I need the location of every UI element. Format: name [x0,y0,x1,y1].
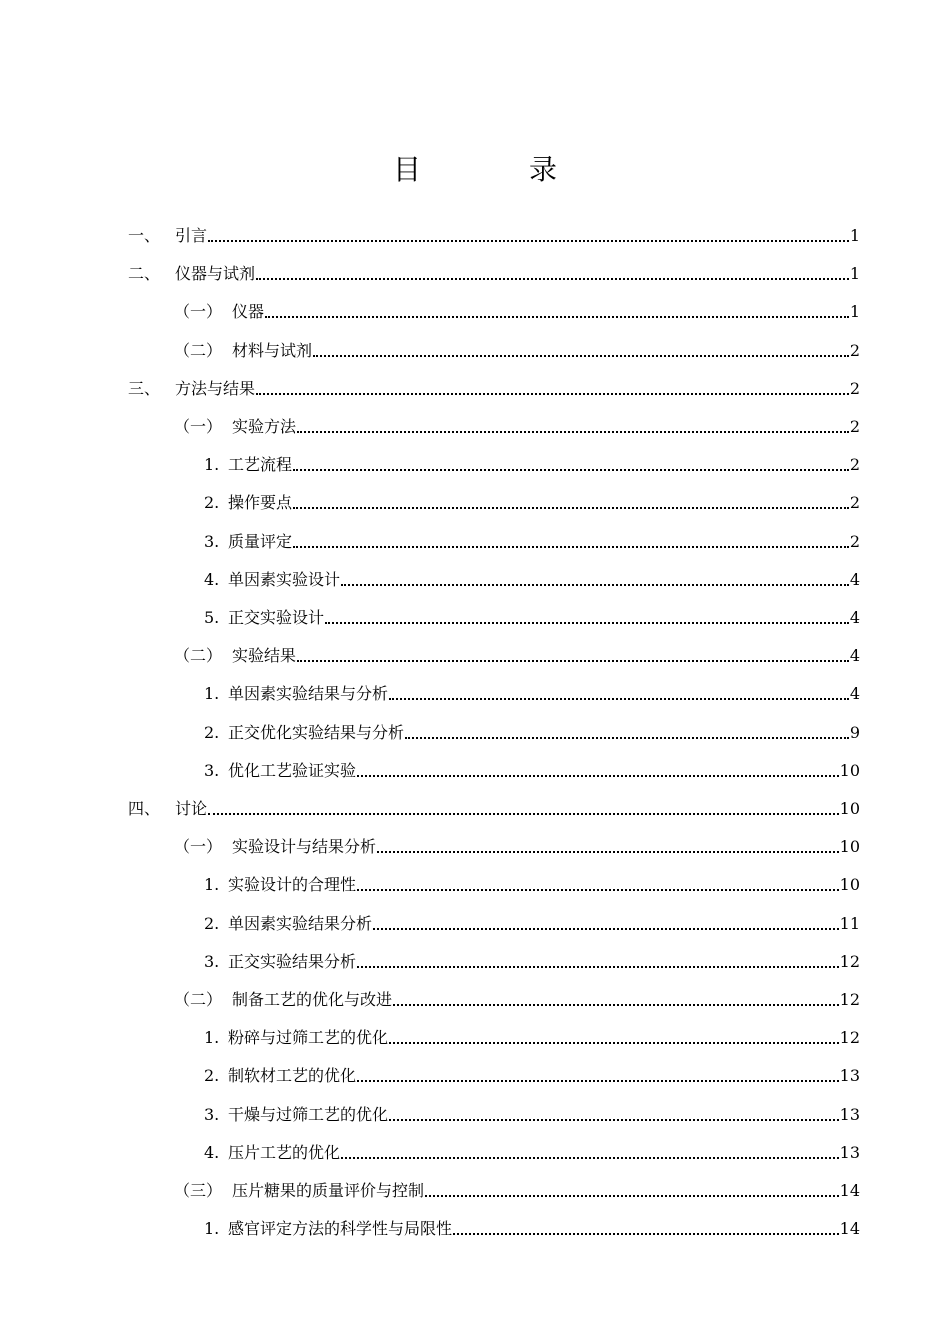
dot-leader [389,1042,839,1044]
toc-entry[interactable] [174,333,860,361]
toc-entry-number: 3. [204,760,220,780]
toc-entry-number: （二） [174,990,223,1009]
dot-leader [453,1233,839,1235]
toc-entry-number: 5. [204,608,220,627]
toc-entry-label: 引言 [175,226,208,245]
dot-leader [256,278,849,280]
toc-entry-number: 3. [204,531,220,551]
toc-entry-label: 质量评定 [228,531,293,551]
toc-entry-page-number: 2 [849,455,860,475]
toc-entry-number: （三） [174,1181,223,1200]
toc-entry[interactable] [204,867,860,895]
toc-entry-page-number: 10 [839,799,860,818]
toc-entry[interactable] [204,1097,860,1125]
dot-leader [293,546,849,548]
toc-entry-page-number: 2 [849,493,860,513]
toc-entry-number: （二） [174,646,223,666]
toc-entry-label: 正交实验结果分析 [228,951,357,971]
toc-entry-label: 实验方法 [232,417,297,436]
toc-entry[interactable] [128,218,860,246]
toc-entry-page-number: 14 [839,1181,860,1200]
toc-entry-label: 感官评定方法的科学性与局限性 [228,1219,453,1239]
toc-entry[interactable] [128,256,860,284]
toc-entry-label: 实验设计的合理性 [228,875,357,895]
dot-leader [357,966,839,968]
toc-entry[interactable] [204,1058,860,1086]
toc-entry-page-number: 1 [849,264,860,284]
toc-entry[interactable] [204,562,860,590]
toc-entry-label: 讨论 [175,799,208,818]
toc-entry-label: 压片工艺的优化 [228,1142,341,1162]
toc-entry-page-number: 2 [849,531,860,551]
toc-entry[interactable] [204,524,860,552]
toc-entry[interactable] [204,906,860,934]
toc-entry[interactable] [174,409,860,437]
toc-entry-page-number: 12 [839,951,860,971]
toc-entry-page-number: 2 [849,340,860,360]
toc-entry[interactable] [204,753,860,781]
dot-leader [377,851,839,853]
toc-entry-label: 单因素实验结果与分析 [228,684,389,704]
toc-entry-page-number: 4 [849,646,860,666]
toc-entry-number: 二、 [128,264,161,284]
toc-entry-number: 2. [204,1066,220,1086]
toc-entry-page-number: 13 [839,1066,860,1086]
toc-entry[interactable] [174,638,860,666]
toc-entry-page-number: 11 [839,913,860,933]
toc-entry[interactable] [174,982,860,1010]
toc-entry-label: 干燥与过筛工艺的优化 [228,1104,389,1124]
toc-entry-label: 实验设计与结果分析 [232,837,377,857]
toc-entry-page-number: 12 [839,990,860,1009]
dot-leader [341,584,849,586]
toc-entry-label: 实验结果 [232,646,297,666]
toc-entry-page-number: 4 [849,608,860,627]
toc-entry-page-number: 2 [849,417,860,436]
dot-leader [256,393,849,395]
toc-entry-label: 工艺流程 [228,455,293,475]
toc-entry-label: 仪器 [232,302,265,322]
toc-entry[interactable] [174,1173,860,1201]
toc-entry-number: （二） [174,340,223,360]
toc-entry-page-number: 1 [849,302,860,322]
toc-entry-number: 4. [204,1142,220,1162]
toc-entry-number: 三、 [128,378,161,398]
toc-entry[interactable] [204,944,860,972]
toc-entry-label: 粉碎与过筛工艺的优化 [228,1028,389,1048]
toc-entry[interactable] [204,600,860,628]
toc-entry-page-number: 10 [839,837,860,857]
dot-leader [208,240,849,242]
toc-entry-page-number: 2 [849,378,860,398]
toc-entry-number: （一） [174,302,223,322]
toc-entry[interactable] [174,294,860,322]
dot-leader [405,737,849,739]
toc-entry[interactable] [204,1020,860,1048]
toc-entry-number: 1. [204,875,220,895]
toc-entry[interactable] [128,371,860,399]
toc-entry-label: 压片糖果的质量评价与控制 [232,1181,425,1200]
toc-entry-label: 正交实验设计 [228,608,325,627]
toc-entry-page-number: 10 [839,875,860,895]
toc-entry-number: 1. [204,684,220,704]
dot-leader [389,1119,839,1121]
toc-entry-number: （一） [174,417,223,436]
toc-entry-page-number: 13 [839,1142,860,1162]
toc-entry-label: 单因素实验结果分析 [228,913,373,933]
dot-leader [313,355,849,357]
toc-entry-label: 优化工艺验证实验 [228,760,357,780]
toc-entry-page-number: 10 [839,760,860,780]
dot-leader [293,469,849,471]
dot-leader [357,1080,839,1082]
toc-entry-number: 一、 [128,226,161,245]
dot-leader [293,507,849,509]
toc-entry-page-number: 12 [839,1028,860,1048]
toc-entry-label: 仪器与试剂 [175,264,256,284]
toc-entry-label: 正交优化实验结果与分析 [228,722,405,742]
dot-leader [373,928,839,930]
dot-leader [325,622,849,624]
dot-leader [389,698,849,700]
toc-entry-number: 3. [204,951,220,971]
toc-entry-label: 制软材工艺的优化 [228,1066,357,1086]
dot-leader [297,431,849,433]
toc-entry-number: 1. [204,1219,220,1239]
toc-entry-number: 四、 [128,799,161,818]
toc-entry-number: 4. [204,569,220,589]
toc-entry-number: （一） [174,837,223,857]
toc-entry-number: 2. [204,493,220,513]
toc-entry-number: 1. [204,455,220,475]
dot-leader [297,660,849,662]
toc-entry-number: 1. [204,1028,220,1048]
toc-entry[interactable] [204,715,860,743]
toc-entry[interactable] [204,447,860,475]
toc-entry-number: 2. [204,913,220,933]
dot-leader [357,889,839,891]
toc-entry[interactable] [204,1211,860,1239]
toc-entry[interactable] [204,1135,860,1163]
toc-entry-number: 3. [204,1104,220,1124]
dot-leader [425,1195,839,1197]
toc-entry-number: 2. [204,722,220,742]
toc-entry[interactable] [204,676,860,704]
toc-entry-page-number: 4 [849,569,860,589]
toc-entry[interactable] [128,791,860,819]
toc-entry-label: 方法与结果 [175,378,256,398]
dot-leader [357,775,839,777]
toc-entry-label: 操作要点 [228,493,293,513]
toc-entry-label: 材料与试剂 [232,340,313,360]
toc-entry-page-number: 14 [839,1219,860,1239]
dot-leader [393,1004,839,1006]
toc-entry-page-number: 13 [839,1104,860,1124]
toc-entry[interactable] [204,485,860,513]
dot-leader [265,316,849,318]
toc-entry[interactable] [174,829,860,857]
toc-title: 目 录 [392,153,597,186]
toc-entry-label: 制备工艺的优化与改进 [232,990,393,1009]
dot-leader [208,813,839,815]
toc-entry-page-number: 9 [849,722,860,742]
toc-entry-label: 单因素实验设计 [228,569,341,589]
toc-entry-page-number: 4 [849,684,860,704]
toc-entry-page-number: 1 [849,226,860,245]
dot-leader [341,1157,839,1159]
